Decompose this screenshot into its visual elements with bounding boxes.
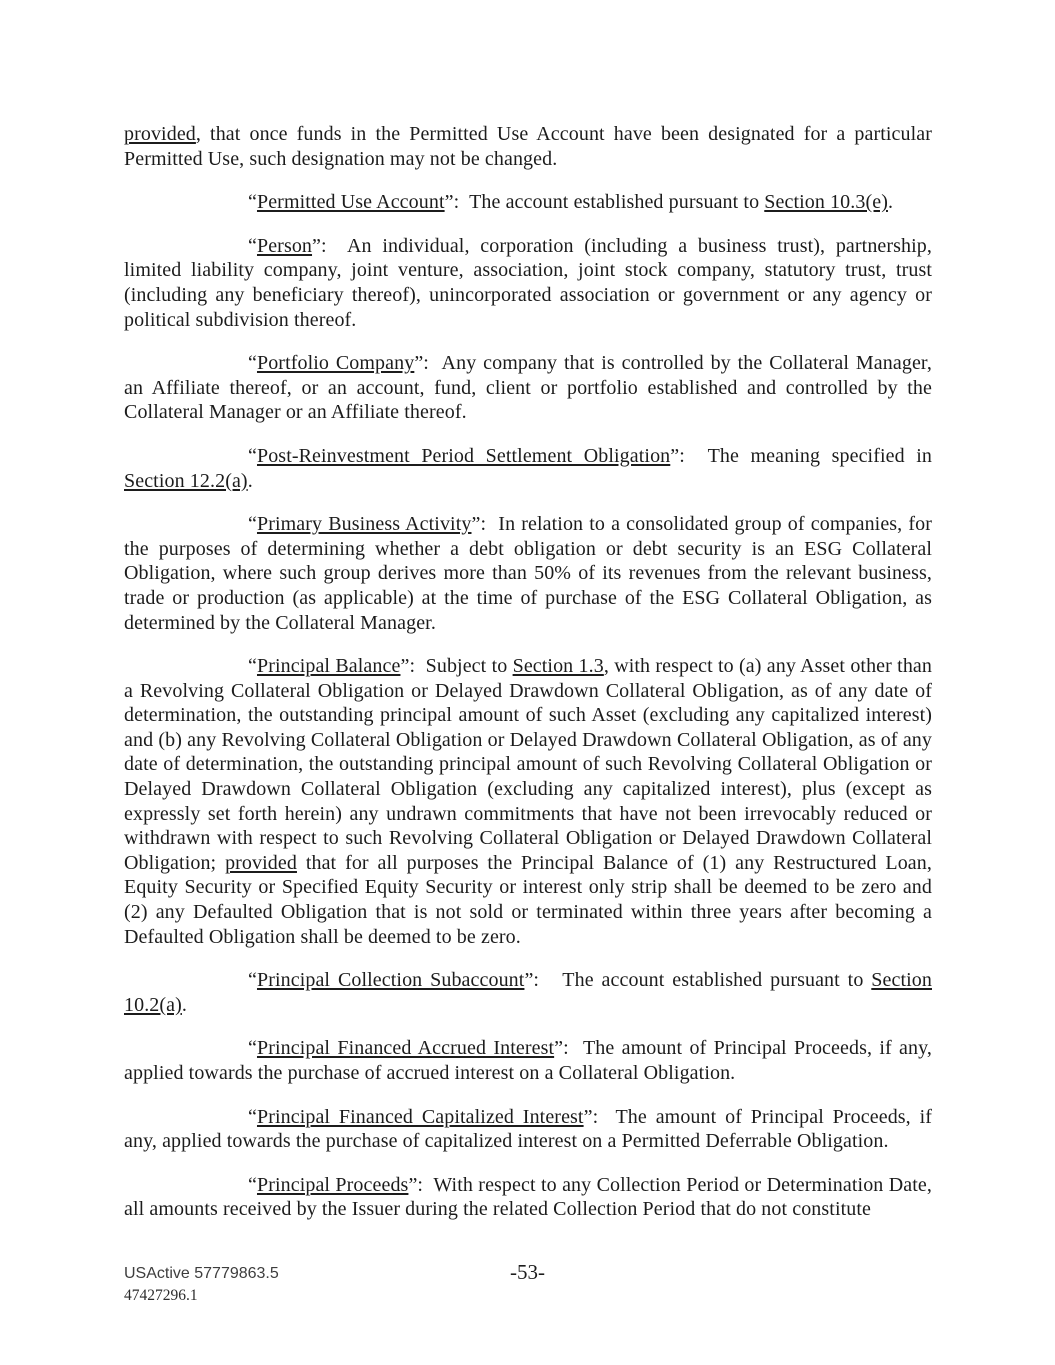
def-principal-financed-accrued-interest: “Principal Financed Accrued Interest”: The amount of Principal Proceeds, if any, applied towards the purchase of accrued interest on a Collateral Obligation. <box>124 1037 933 1084</box>
def-principal-proceeds: “Principal Proceeds”: With respect to any Collection Period or Determination Date, all amounts received by the Issuer during the related Collection Period that do not constitute <box>124 1173 932 1221</box>
def-person: “Person”: An individual, corporation (including a business trust), partnership, limited liability company, joint venture, association, joint stock company, statutory trust, trust (including any beneficiary thereof), unincorporated association or government or any agency or political subdivision thereof. <box>124 234 932 331</box>
def-principal-collection-subaccount: “Principal Collection Subaccount”: The account established pursuant to Section 10.2(a). <box>124 969 932 1016</box>
def-post-reinvestment-period-settlement-obligation: “Post-Reinvestment Period Settlement Obligation”: The meaning specified in Section 12.2(a). <box>124 444 932 492</box>
def-portfolio-company: “Portfolio Company”: Any company that is controlled by the Collateral Manager, an Affiliate thereof, or an account, fund, client or portfolio established and controlled by the Collateral Manager or an Affiliate thereof. <box>124 352 932 424</box>
page-number: -53- <box>510 1260 545 1284</box>
doc-ref-primary: USActive 57779863.5 <box>124 1265 279 1282</box>
doc-ref-secondary: 47427296.1 <box>124 1287 198 1304</box>
def-primary-business-activity: “Primary Business Activity”: In relation to a consolidated group of companies, for the purposes of determining whether a debt obligation or debt security is an ESG Collateral Obligation, where such group derives more than 50% of its revenues from the relevant business, trade or production (as applicable) at the time of purchase of the ESG Collateral Obligation, as determined by the Collateral Manager. <box>124 513 932 634</box>
def-principal-balance: “Principal Balance”: Subject to Section 1.3, with respect to (a) any Asset other than a Revolving Collateral Obligation or Delayed Drawdown Collateral Obligation, as of any date of determination, the outstanding principal amount of such Asset (excluding any capitalized interest) and (b) any Revolving Collateral Obligation or Delayed Drawdown Collateral Obligation, as of any date of determination, the outstanding principal amount of such Revolving Collateral Obligation or Delayed Drawdown Collateral Obligation (excluding any capitalized interest), plus (except as expressly set forth herein) any undrawn commitments that have not been irrevocably reduced or withdrawn with respect to such Revolving Collateral Obligation or Delayed Drawdown Collateral Obligation; provided that for all purposes the Principal Balance of (1) any Restructured Loan, Equity Security or Specified Equity Security or interest only strip shall be deemed to be zero and (2) any Defaulted Obligation that is not sold or terminated within three years after becoming a Defaulted Obligation shall be deemed to be zero. <box>124 655 933 948</box>
document-body <box>124 122 932 1222</box>
def-principal-financed-capitalized-interest: “Principal Financed Capitalized Interest”: The amount of Principal Proceeds, if any, applied towards the purchase of capitalized interest on a Permitted Deferrable Obligation. <box>124 1105 933 1153</box>
def-permitted-use-account: “Permitted Use Account”: The account established pursuant to Section 10.3(e). <box>248 191 894 214</box>
para-permitted-use-continuation: provided, that once funds in the Permitted Use Account have been designated for a particular Permitted Use, such designation may not be changed. <box>124 123 932 170</box>
